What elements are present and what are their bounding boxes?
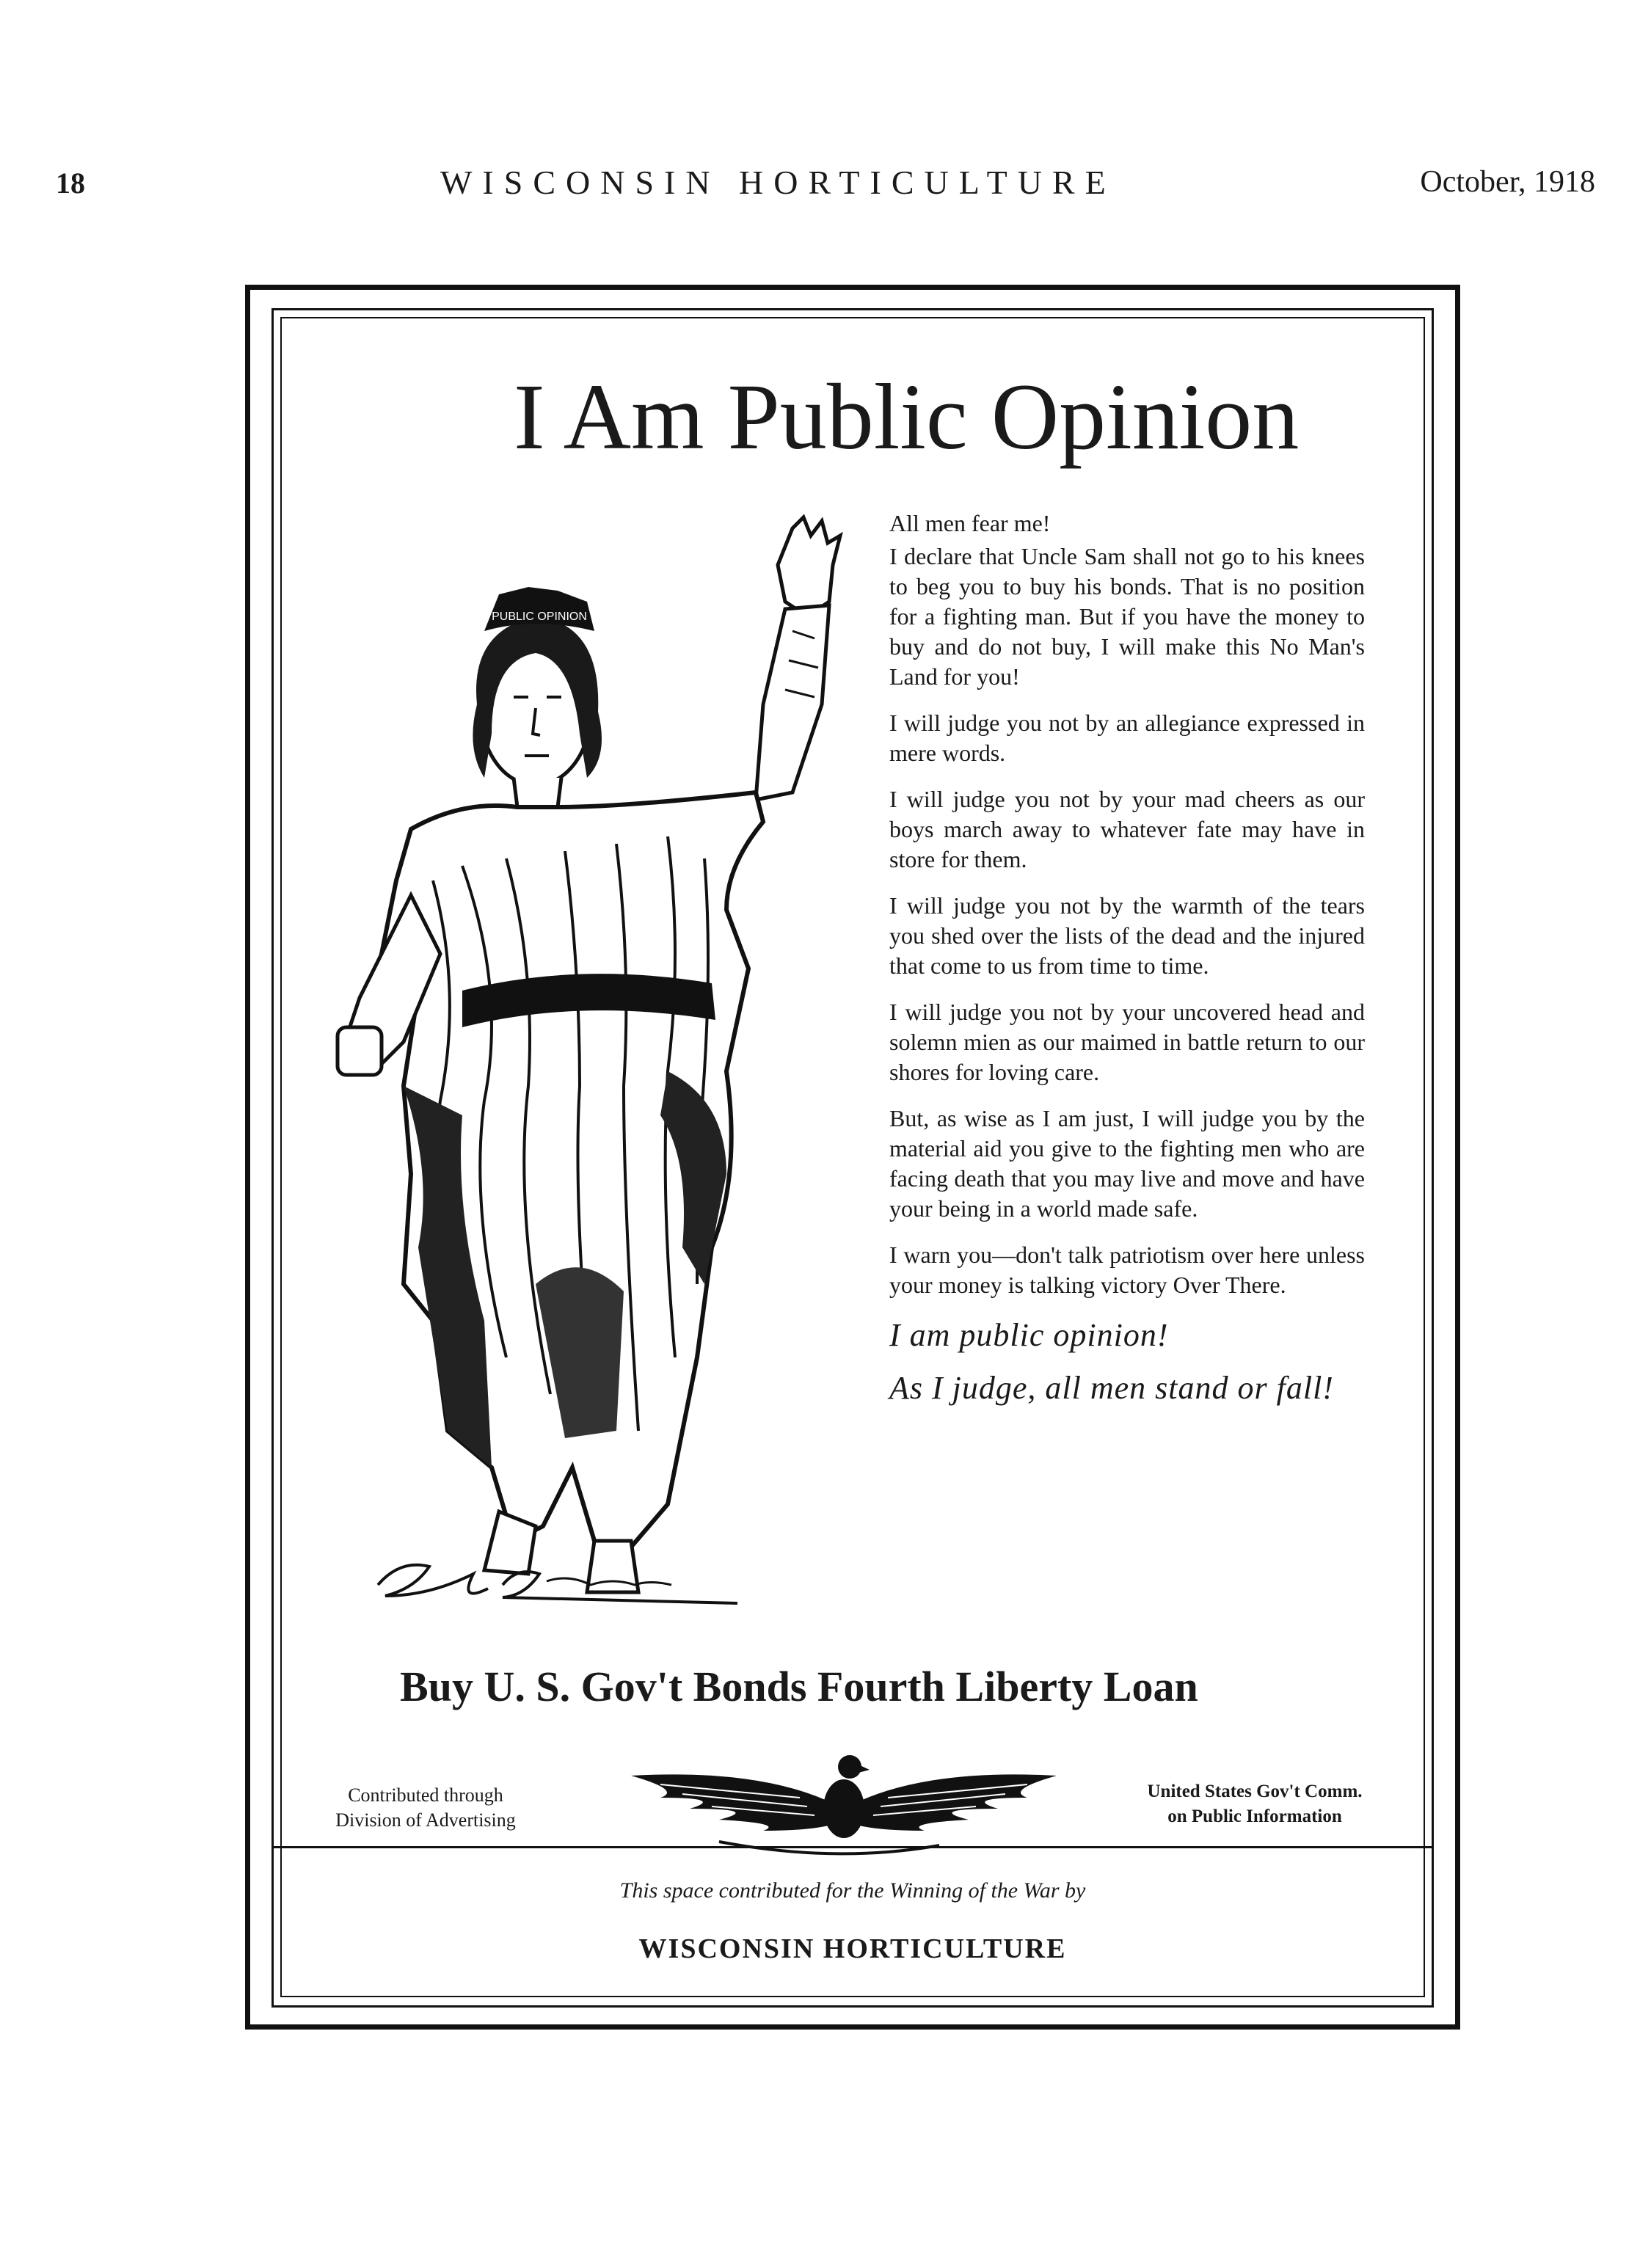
sponsor-name: WISCONSIN HORTICULTURE [638, 1933, 1067, 1964]
crown-label [492, 610, 587, 623]
closing-line: I am public opinion! [889, 1317, 1169, 1353]
journal-title: WISCONSIN HORTICULTURE [440, 164, 1116, 201]
closing-line: As I judge, all men stand or fall! [889, 1370, 1334, 1406]
artist-signature [371, 1545, 752, 1611]
page-number: 18 [56, 167, 85, 200]
copy-paragraph: But, as wise as I am just, I will judge you by the material aid you give to the fighting men who are facing death that you may live and move and have your being in a world made safe. [889, 1105, 1365, 1222]
public-opinion-figure-illustration [316, 514, 844, 1600]
credit-left-line: Division of Advertising [335, 1809, 516, 1831]
ad-headline: I Am Public Opinion [514, 365, 1300, 469]
credit-left-line: Contributed through [348, 1784, 503, 1806]
copy-paragraph: I will judge you not by the warmth of the tears you shed over the lists of the dead and the injured that come to us from time to time. [889, 892, 1365, 979]
copy-paragraph: I declare that Uncle Sam shall not go to his knees to beg you to buy his bonds. That is no position for a fighting man. But if you have the money to buy and do not buy, I will make this No Man's Land for you! [889, 543, 1365, 690]
contribution-note: This space contributed for the Winning of the War by [619, 1878, 1086, 1903]
copy-paragraph: I will judge you not by your uncovered head and solemn mien as our maimed in battle return to our shores for loving care. [889, 999, 1365, 1085]
credit-left [308, 1783, 543, 1833]
svg-text:PUBLIC OPINION: PUBLIC OPINION [492, 610, 587, 623]
copy-paragraph: I will judge you not by an allegiance expressed in mere words. [889, 710, 1365, 766]
issue-date: October, 1918 [1420, 165, 1595, 199]
copy-paragraph: I will judge you not by your mad cheers as our boys march away to whatever fate may have in store for them. [889, 786, 1365, 872]
eagle-emblem [616, 1739, 1071, 1864]
call-to-action: Buy U. S. Gov't Bonds Fourth Liberty Loan [400, 1663, 1198, 1710]
copy-paragraph: I warn you—don't talk patriotism over here unless your money is talking victory Over There. [889, 1241, 1365, 1298]
credit-right-line: United States Gov't Comm. [1147, 1782, 1363, 1801]
copy-paragraph: All men fear me! [889, 510, 1051, 536]
ad-body-copy [889, 508, 1365, 1422]
divider-line [273, 1846, 1434, 1848]
credit-right-line: on Public Information [1167, 1806, 1342, 1826]
credit-right [1115, 1779, 1394, 1829]
